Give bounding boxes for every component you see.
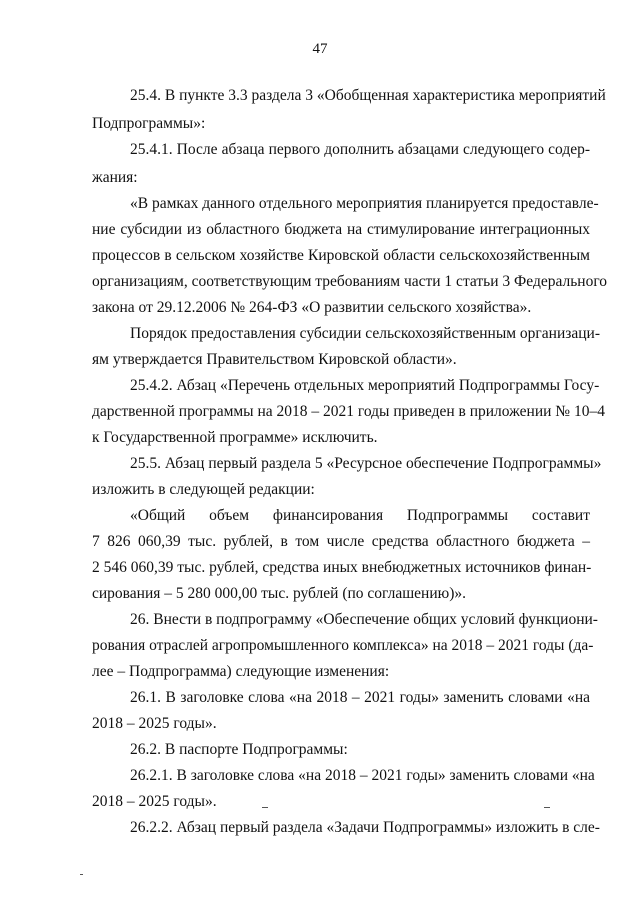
- text-line: «Общий объем финансирования Подпрограммы составит: [130, 507, 590, 524]
- text-line: к Государственной программе» исключить.: [92, 429, 378, 446]
- text-line: дарственной программы на 2018 – 2021 годы приведен в приложении № 10–4: [92, 403, 605, 420]
- text-line: 26.2.1. В заголовке слова «на 2018 – 2021 годы» заменить словами «на: [130, 767, 595, 784]
- text-line: Порядок предоставления субсидии сельскохозяйственным организаци-: [130, 325, 601, 342]
- text-line: 2018 – 2025 годы».: [92, 715, 217, 732]
- text-line: 26. Внести в подпрограмму «Обеспечение общих условий функциони-: [130, 611, 598, 628]
- text-line: 25.4.2. Абзац «Перечень отдельных мероприятий Подпрограммы Госу-: [130, 377, 600, 394]
- scan-speck: [544, 807, 550, 808]
- text-line: жания:: [92, 169, 138, 186]
- text-line: лее – Подпрограмма) следующие изменения:: [92, 663, 390, 680]
- text-line: процессов в сельском хозяйстве Кировской области сельскохозяйственным: [92, 247, 590, 264]
- text-line: ям утверждается Правительством Кировской области».: [92, 351, 457, 368]
- text-line: 26.1. В заголовке слова «на 2018 – 2021 годы» заменить словами «на: [130, 689, 590, 706]
- text-line: рования отраслей агропромышленного комплекса» на 2018 – 2021 годы (да-: [92, 637, 594, 654]
- text-line: ние субсидии из областного бюджета на стимулирование интеграционных: [92, 221, 590, 238]
- text-line: 25.4. В пункте 3.3 раздела 3 «Обобщенная характеристика мероприятий: [130, 87, 606, 104]
- text-line: 2 546 060,39 тыс. рублей, средства иных внебюджетных источников финан-: [92, 559, 592, 576]
- scan-speck: [262, 807, 268, 808]
- page-number: 47: [312, 41, 328, 57]
- text-line: «В рамках данного отдельного мероприятия планируется предоставле-: [130, 195, 599, 212]
- text-line: закона от 29.12.2006 № 264-ФЗ «О развитии сельского хозяйства».: [92, 299, 532, 316]
- text-line: изложить в следующей редакции:: [92, 481, 315, 498]
- scan-speck: [80, 874, 83, 875]
- text-line: Подпрограммы»:: [92, 115, 206, 132]
- text-line: 7 826 060,39 тыс. рублей, в том числе средства областного бюджета –: [92, 533, 590, 550]
- text-line: 25.4.1. После абзаца первого дополнить абзацами следующего содер-: [130, 141, 590, 158]
- text-line: 26.2.2. Абзац первый раздела «Задачи Подпрограммы» изложить в сле-: [130, 819, 600, 836]
- text-line: 2018 – 2025 годы».: [92, 793, 217, 810]
- text-line: 25.5. Абзац первый раздела 5 «Ресурсное обеспечение Подпрограммы»: [130, 455, 602, 472]
- text-line: сирования – 5 280 000,00 тыс. рублей (по соглашению)».: [92, 585, 466, 602]
- text-line: 26.2. В паспорте Подпрограммы:: [130, 741, 348, 758]
- text-line: организациям, соответствующим требованиям части 1 статьи 3 Федерального: [92, 273, 608, 290]
